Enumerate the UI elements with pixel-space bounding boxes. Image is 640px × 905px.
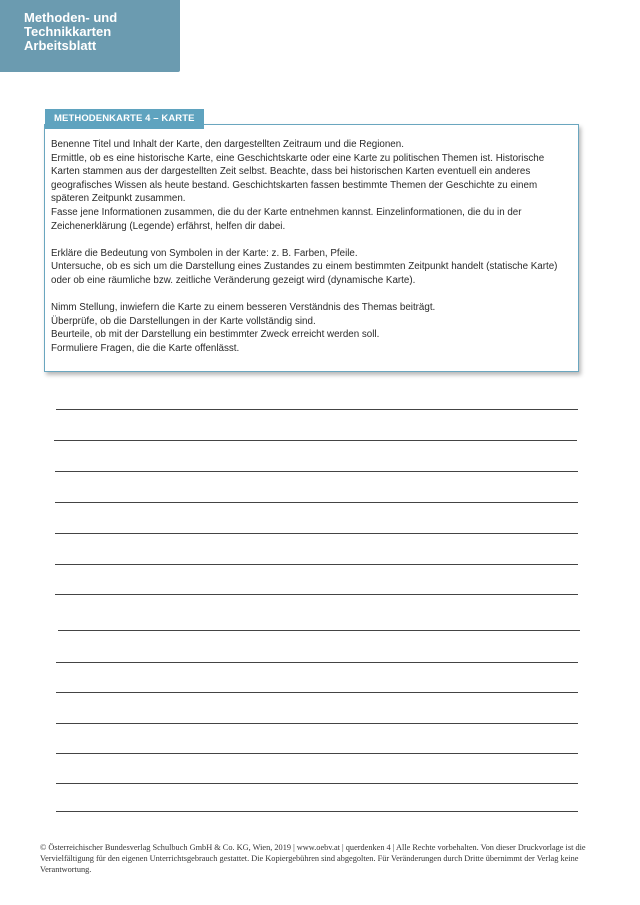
- method-card-text: [51, 138, 575, 356]
- card-paragraph-2: [51, 247, 575, 288]
- writing-line: [56, 662, 578, 663]
- writing-line: [55, 471, 578, 472]
- card-line: Ermittle, ob es eine historische Karte, eine Geschichtskarte oder eine Karte zu politischen Themen ist. Historische Karten stammen aus der dargestellten Zeit selbst. Beachte, dass bei historischen Karten eventuell ein anderes geografisches Wissen als heute bestand. Geschichtskarten fassen bestimmte Themen der Geschichte zu einem späteren Zeitpunkt zusammen.: [51, 152, 545, 205]
- writing-line: [56, 409, 578, 410]
- card-line: Benenne Titel und Inhalt der Karte, den dargestellten Zeitraum und die Regionen.: [51, 139, 404, 150]
- writing-line: [54, 440, 577, 441]
- card-line: Untersuche, ob es sich um die Darstellung eines Zustandes zu einem bestimmten Zeitpunkt handelt (statische Karte) oder ob eine räumliche bzw. zeitliche Veränderung gezeigt wird (dynamische Karte).: [51, 261, 558, 286]
- writing-line: [56, 753, 578, 754]
- card-line: Nimm Stellung, inwiefern die Karte zu einem besseren Verständnis des Themas beiträgt.: [51, 302, 436, 314]
- writing-line: [56, 783, 578, 784]
- writing-line: [56, 692, 578, 693]
- card-line: Erkläre die Bedeutung von Symbolen in der Karte: z. B. Farben, Pfeile.: [51, 247, 358, 259]
- writing-line: [58, 630, 580, 631]
- writing-line: [55, 564, 578, 565]
- card-paragraph-3: [51, 301, 575, 355]
- header-title: Methoden- und Technikkarten Arbeitsblatt: [24, 10, 118, 53]
- card-line: Formuliere Fragen, die die Karte offenlässt.: [51, 342, 240, 354]
- card-line: Fasse jene Informationen zusammen, die du der Karte entnehmen kannst. Einzelinformationen, die du in der Zeichenerklärung (Legende) erfährst, helfen dir dabei.: [51, 206, 522, 232]
- method-card-label: METHODENKARTE 4 – KARTE: [45, 109, 204, 129]
- method-card: [44, 124, 579, 372]
- writing-line: [55, 533, 578, 534]
- writing-line: [55, 502, 578, 503]
- card-line: Beurteile, ob mit der Darstellung ein bestimmter Zweck erreicht werden soll.: [51, 329, 380, 341]
- copyright-footer: © Österreichischer Bundesverlag Schulbuch GmbH & Co. KG, Wien, 2019 | www.oebv.at | querdenken 4 | Alle Rechte vorbehalten. Von dieser Druckvorlage ist die Vervielfältigung für den eigenen Unterrichtsgebrauch gestattet. Die Kopiergebühren sind abgegolten. Für Veränderungen durch Dritte übernimmt der Verlag keine Verantwortung.: [40, 843, 586, 875]
- writing-line: [55, 594, 578, 595]
- writing-line: [56, 723, 578, 724]
- header-banner: [0, 0, 180, 72]
- card-paragraph-1: [51, 138, 575, 233]
- writing-line: [56, 811, 578, 812]
- card-line: Überprüfe, ob die Darstellungen in der Karte vollständig sind.: [51, 315, 316, 327]
